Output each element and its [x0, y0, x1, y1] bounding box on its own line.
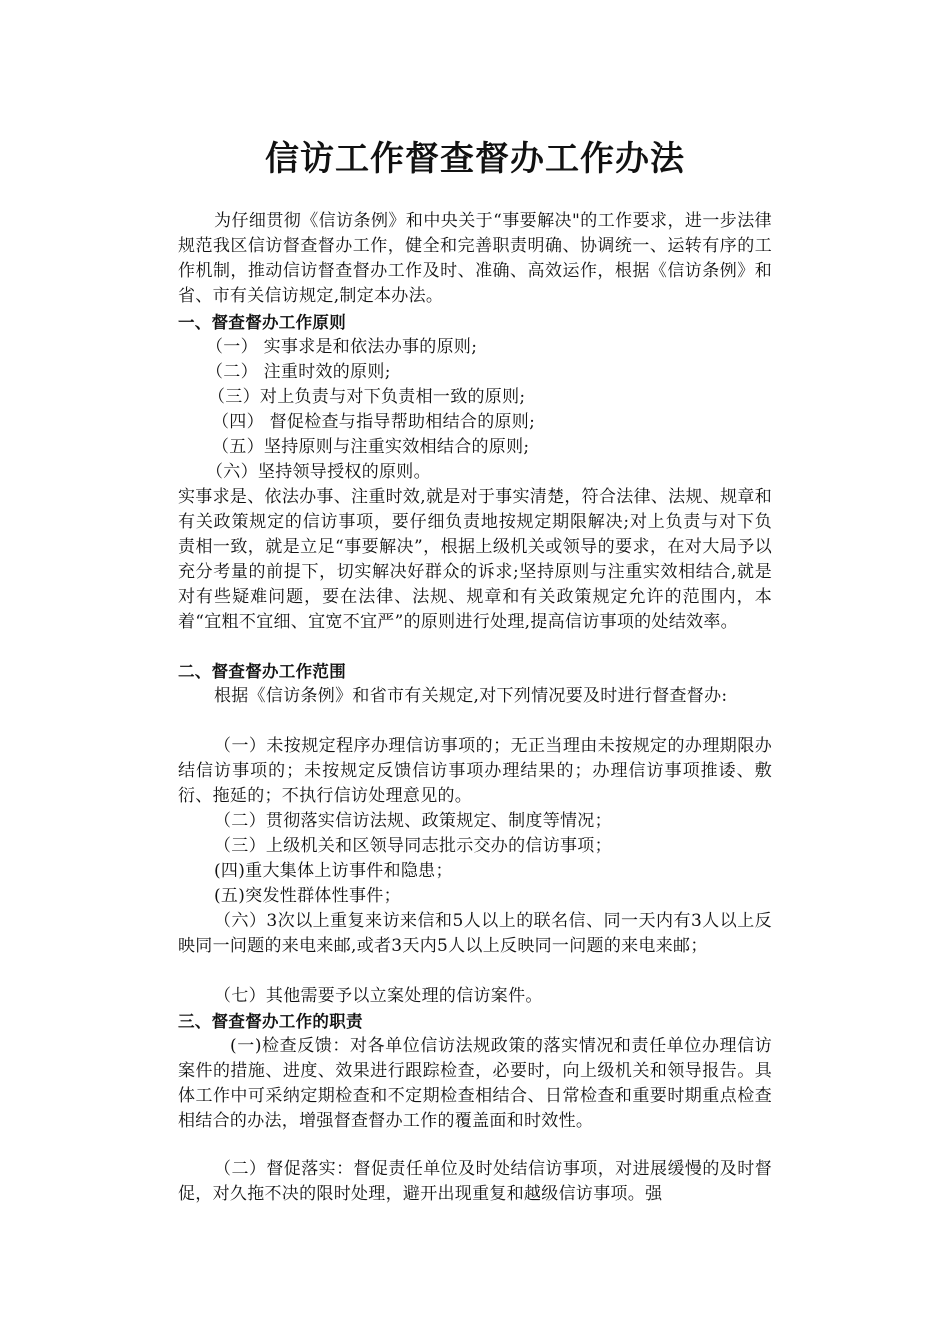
principle-item: （二） 注重时效的原则; [206, 362, 391, 382]
section-2-heading: 二、督查督办工作范围 [178, 662, 346, 681]
section-3-heading: 三、督查督办工作的职责 [178, 1012, 363, 1031]
scope-item: (五)突发性群体性事件； [214, 886, 401, 906]
scope-item: （三）上级机关和区领导同志批示交办的信访事项； [214, 836, 612, 856]
principle-item: （一） 实事求是和依法办事的原则; [206, 337, 478, 357]
scope-item: (四)重大集体上访事件和隐患； [214, 861, 453, 881]
principle-item: （三）对上负责与对下负责相一致的原则; [208, 387, 526, 407]
scope-item: （二）贯彻落实信访法规、政策规定、制度等情况； [214, 811, 612, 831]
section-1-heading: 一、督查督办工作原则 [178, 313, 346, 332]
duty-item: (一)检查反馈：对各单位信访法规政策的落实情况和责任单位办理信访案件的措施、进度、效果进行跟踪检查，必要时，向上级机关和领导报告。具体工作中可采纳定期检查和不定期检查相结合、日常检查和重要时期重点检查相结合的办法，增强督查督办工作的覆盖面和时效性。 [178, 1036, 772, 1131]
scope-item: （一）未按规定程序办理信访事项的；无正当理由未按规定的办理期限办结信访事项的；未按规定反馈信访事项办理结果的；办理信访事项推诿、敷衍、拖延的；不执行信访处理意见的。 [178, 736, 772, 806]
intro-paragraph: 为仔细贯彻《信访条例》和中央关于“事要解决"的工作要求，进一步法律规范我区信访督查督办工作，健全和完善职责明确、协调统一、运转有序的工作机制，推动信访督查督办工作及时、准确、高效运作，根据《信访条例》和省、市有关信访规定,制定本办法。 [178, 211, 772, 306]
scope-intro: 根据《信访条例》和省市有关规定,对下列情况要及时进行督查督办: [214, 686, 728, 706]
scope-item: （六）3次以上重复来访来信和5人以上的联名信、同一天内有3人以上反映同一问题的来电来邮,或者3天内5人以上反映同一问题的来电来邮； [178, 911, 772, 956]
principle-item: （六）坚持领导授权的原则。 [206, 462, 431, 482]
duty-item: （二）督促落实：督促责任单位及时处结信访事项，对进展缓慢的及时督促，对久拖不决的限时处理，避开出现重复和越级信访事项。强 [178, 1159, 772, 1204]
principle-item: （四） 督促检查与指导帮助相结合的原则; [212, 412, 536, 432]
principle-item: （五）坚持原则与注重实效相结合的原则; [212, 437, 530, 457]
scope-item: （七）其他需要予以立案处理的信访案件。 [214, 986, 543, 1006]
principle-explanation: 实事求是、依法办事、注重时效,就是对于事实清楚，符合法律、法规、规章和有关政策规定的信访事项，要仔细负责地按规定期限解决;对上负责与对下负责相一致，就是立足“事要解决”，根据上级机关或领导的要求，在对大局予以充分考量的前提下，切实解决好群众的诉求;坚持原则与注重实效相结合,就是对有些疑难问题，要在法律、法规、规章和有关政策规定允许的范围内，本着“宜粗不宜细、宜宽不宜严”的原则进行处理,提高信访事项的处结效率。 [178, 487, 772, 632]
document-title: 信访工作督查督办工作办法 [265, 139, 685, 179]
